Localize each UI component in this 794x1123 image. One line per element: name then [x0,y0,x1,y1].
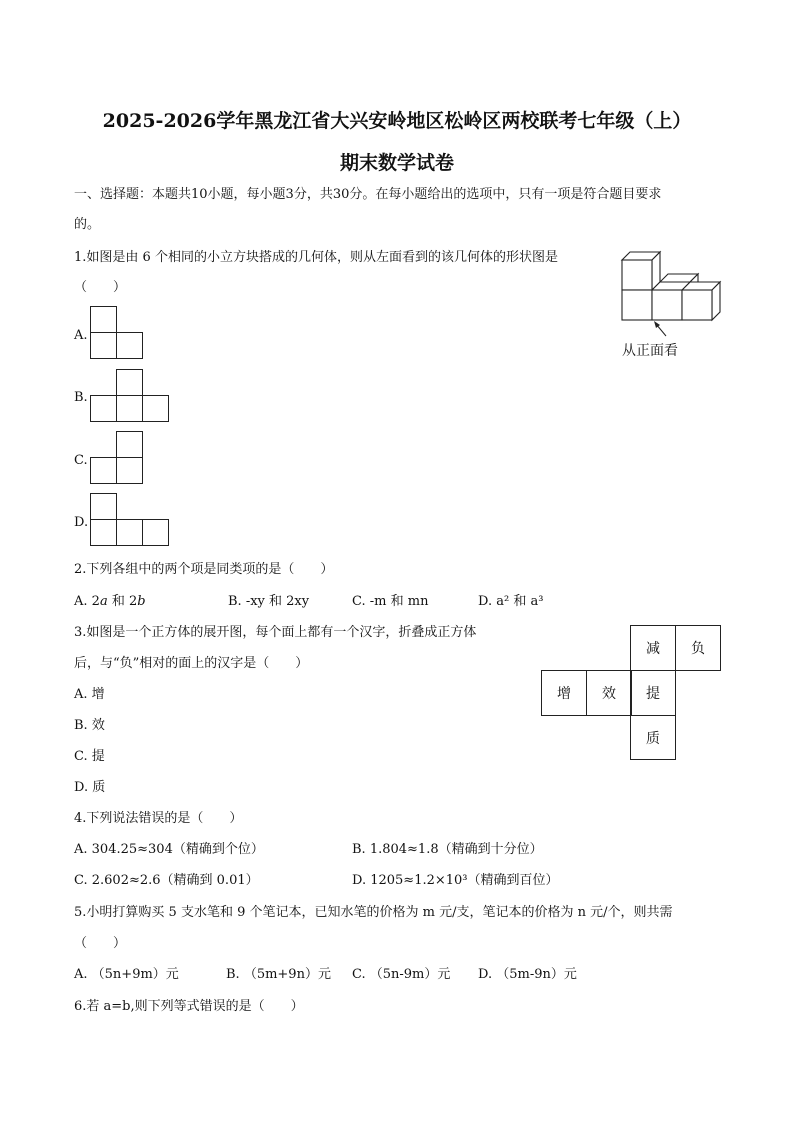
question-5-option-d[interactable]: D. （5m-9n）元 [478,967,577,982]
question-5-stem: 5.小明打算购买 5 支水笔和 9 个笔记本，已知水笔的价格为 m 元/支，笔记本的价格为 n 元/个，则共需 [74,905,673,920]
question-2-option-b[interactable]: B. -xy 和 2xy [228,594,310,609]
net-face-zeng: 增 [541,670,587,716]
question-1-option-a-label[interactable]: A. [74,328,88,343]
question-1-option-b-label[interactable]: B. [74,390,88,405]
question-5-option-b[interactable]: B. （5m+9n）元 [226,967,331,982]
question-1-option-c-label[interactable]: C. [74,453,88,468]
question-1-stem: 1.如图是由 6 个相同的小立方块搭成的几何体，则从左面看到的该几何体的形状图是 [74,250,558,265]
question-3-stem-line2: 后，与“负”相对的面上的汉字是（ ） [74,656,309,671]
net-face-zhi: 质 [630,715,676,760]
exam-title-line2: 期末数学试卷 [339,152,454,174]
question-2-option-a[interactable]: A. 2a 和 2b [74,594,146,609]
question-4-stem: 4.下列说法错误的是（ ） [74,811,243,826]
net-face-ti: 提 [630,670,676,716]
question-4-option-a[interactable]: A. 304.25≈304（精确到个位） [74,842,264,857]
question-4-option-b[interactable]: B. 1.804≈1.8（精确到十分位） [352,842,543,857]
section-header: 一、选择题：本题共10小题，每小题3分，共30分。在每小题给出的选项中，只有一项是符合题目要求 [74,187,662,202]
question-2-stem: 2.下列各组中的两个项是同类项的是（ ） [74,562,334,577]
question-4-option-d[interactable]: D. 1205≈1.2×10³（精确到百位） [352,873,559,888]
question-3-option-d[interactable]: D. 质 [74,780,106,795]
question-3-cube-net [541,625,721,760]
question-1-paren: （ ） [74,280,127,295]
question-4-option-c[interactable]: C. 2.602≈2.6（精确到 0.01） [74,873,259,888]
question-3-option-a[interactable]: A. 增 [74,687,105,702]
question-6-stem: 6.若 a=b,则下列等式错误的是（ ） [74,999,304,1014]
net-face-jian: 减 [630,625,676,671]
question-5-paren: （ ） [74,936,127,951]
exam-title-line1: 2025-2026学年黑龙江省大兴安岭地区松岭区两校联考七年级（上） [102,110,692,132]
question-1-figure-caption: 从正面看 [622,343,678,359]
question-5-option-c[interactable]: C. （5n-9m）元 [352,967,451,982]
question-3-option-c[interactable]: C. 提 [74,749,105,764]
question-1-option-d-label[interactable]: D. [74,515,89,530]
question-3-stem-line1: 3.如图是一个正方体的展开图，每个面上都有一个汉字，折叠成正方体 [74,625,477,640]
section-header-cont: 的。 [74,217,101,232]
question-3-option-b[interactable]: B. 效 [74,718,105,733]
question-2-option-c[interactable]: C. -m 和 mn [352,594,429,609]
question-5-option-a[interactable]: A. （5n+9m）元 [74,967,179,982]
question-2-option-d[interactable]: D. a² 和 a³ [478,594,544,609]
net-face-fu: 负 [675,625,721,671]
net-face-xiao: 效 [586,670,632,716]
